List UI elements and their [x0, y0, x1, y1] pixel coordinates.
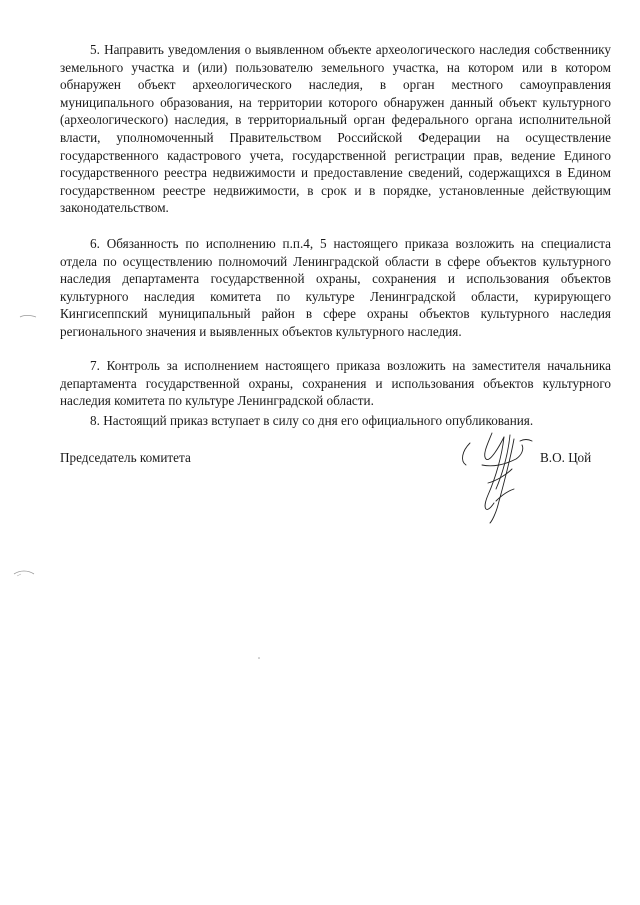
scan-mark: [256, 656, 262, 660]
paragraph-8: 8. Настоящий приказ вступает в силу со дня его официального опубликования.: [90, 413, 534, 428]
paragraph-6: 6. Обязанность по исполнению п.п.4, 5 настоящего приказа возложить на специалиста отдела по осуществлению полномочий Ленинградской области в сфере объектов культурного наследия департамента государственной охраны, сохранения и использования объектов культурного наследия комитета по культуре Ленинградской области, курирующего Кингисеппский муниципальный район в сфере охраны объектов культурного наследия регионального значения и выявленных объектов культурного наследия.: [60, 236, 611, 339]
paragraph-7: 7. Контроль за исполнением настоящего приказа возложить на заместителя начальника департамента государственной охраны, сохранения и использования объектов культурного наследия комитета по культуре Ленинградской области.: [60, 358, 611, 409]
handwritten-signature: [452, 425, 542, 525]
position-title: Председатель комитета: [60, 450, 191, 465]
scan-mark: [18, 312, 38, 320]
signer-name: В.О. Цой: [540, 450, 592, 465]
scan-mark: [12, 568, 36, 578]
paragraph-5: 5. Направить уведомления о выявленном объекте археологического наследия собственнику земельного участка и (или) пользователю земельного участка, на котором или в котором обнаружен объект археологического наследия, в орган местного самоуправления муниципального образования, на территории которого обнаружен данный объект культурного (археологического) наследия, в территориальный орган федерального органа исполнительной власти, уполномоченный Правительством Российской Федерации на осуществление государственного кадастрового учета, государственной регистрации прав, ведение Единого государственного реестра недвижимости и предоставление сведений, содержащихся в Едином государственном реестре недвижимости, в срок и в порядке, установленные действующим законодательством.: [60, 42, 611, 216]
